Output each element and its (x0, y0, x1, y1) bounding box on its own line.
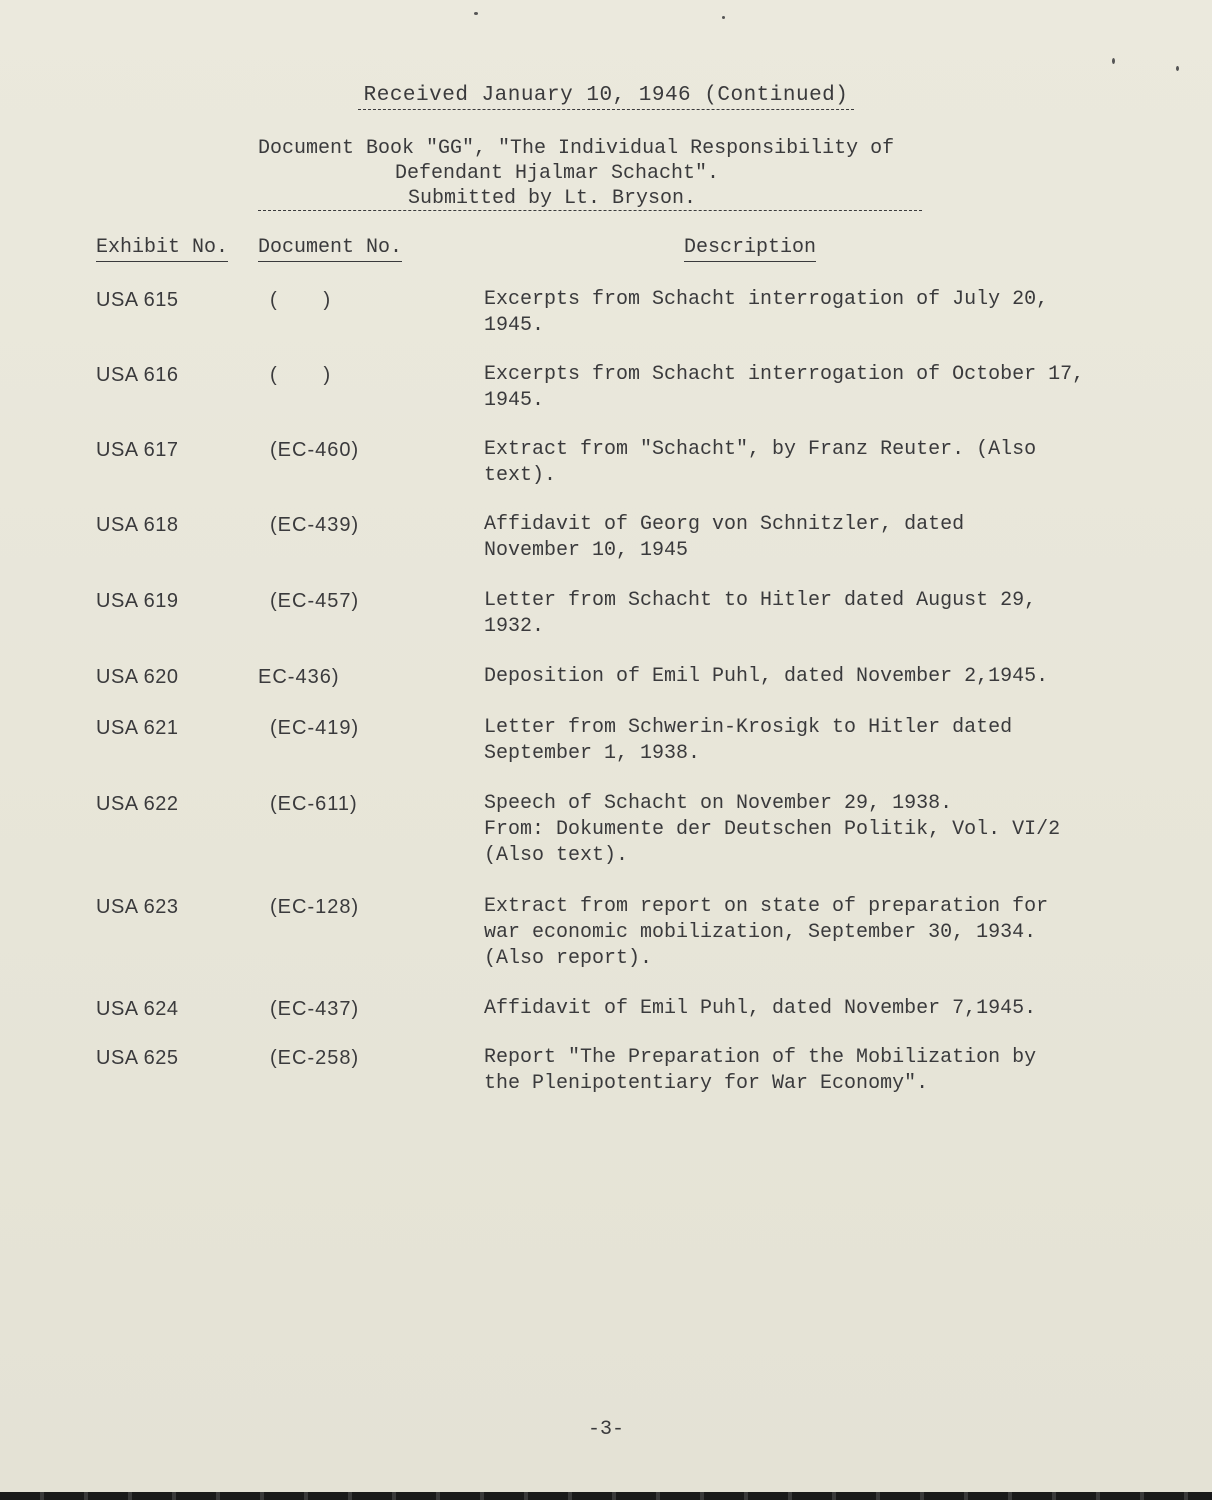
exhibit-number: USA 615 (96, 289, 179, 311)
document-number: (EC-419) (270, 717, 360, 739)
document-number: (EC-611) (270, 793, 358, 815)
column-header-exhibit (96, 236, 228, 259)
description: Excerpts from Schacht interrogation of July 20, 1945. (484, 288, 1049, 337)
column-header-document-text: Document No. (258, 236, 402, 262)
received-heading-text: Received January 10, 1946 (Continued) (358, 84, 855, 110)
description: Affidavit of Georg von Schnitzler, dated November 10, 1945 (484, 513, 965, 562)
exhibit-number: USA 621 (96, 717, 179, 739)
exhibit-number: USA 616 (96, 364, 179, 386)
book-title-line-2: Defendant Hjalmar Schacht". (395, 162, 720, 185)
book-title-rule (258, 210, 922, 211)
exhibit-number: USA 624 (96, 998, 179, 1020)
column-header-description-text: Description (684, 236, 816, 262)
exhibit-number: USA 619 (96, 590, 179, 612)
document-number: (EC-128) (270, 896, 360, 918)
exhibit-number: USA 618 (96, 514, 179, 536)
paper-speck (722, 16, 725, 19)
received-heading (0, 84, 1212, 107)
document-number: (EC-457) (270, 590, 360, 612)
exhibit-number: USA 622 (96, 793, 179, 815)
document-number: (EC-460) (270, 439, 360, 461)
exhibit-number: USA 617 (96, 439, 179, 461)
page-number: -3- (587, 1418, 624, 1441)
document-book-title (258, 136, 938, 211)
book-submitted-line: Submitted by Lt. Bryson. (408, 187, 697, 210)
column-header-document (258, 236, 402, 259)
description: Extract from report on state of preparation for war economic mobilization, September 30, 1934. (Also report). (484, 895, 1049, 970)
description: Report "The Preparation of the Mobilization by the Plenipotentiary for War Economy". (484, 1046, 1037, 1095)
description: Excerpts from Schacht interrogation of October 17, 1945. (484, 363, 1085, 412)
document-number: (EC-258) (270, 1047, 360, 1069)
exhibit-number: USA 623 (96, 896, 179, 918)
paper-speck (1112, 58, 1115, 64)
document-number: EC-436) (258, 666, 340, 688)
exhibit-number: USA 625 (96, 1047, 179, 1069)
column-header-description (684, 236, 816, 259)
scan-bottom-edge (0, 1492, 1212, 1500)
document-number: ( ) (270, 289, 332, 311)
description: Extract from "Schacht", by Franz Reuter. (Also text). (484, 438, 1037, 487)
book-title-line-1: Document Book "GG", "The Individual Responsibility of (258, 137, 895, 160)
paper-speck (1176, 66, 1179, 71)
description: Letter from Schwerin-Krosigk to Hitler dated September 1, 1938. (484, 716, 1013, 765)
column-header-exhibit-text: Exhibit No. (96, 236, 228, 262)
description: Deposition of Emil Puhl, dated November 2,1945. (484, 665, 1049, 688)
description: Letter from Schacht to Hitler dated August 29, 1932. (484, 589, 1037, 638)
exhibit-number: USA 620 (96, 666, 179, 688)
description: Speech of Schacht on November 29, 1938. From: Dokumente der Deutschen Politik, Vol. VI/2 (Also text). (484, 792, 1061, 867)
description: Affidavit of Emil Puhl, dated November 7,1945. (484, 997, 1037, 1020)
paper-speck (474, 12, 478, 15)
document-number: (EC-439) (270, 514, 360, 536)
document-number: (EC-437) (270, 998, 360, 1020)
document-number: ( ) (270, 364, 332, 386)
